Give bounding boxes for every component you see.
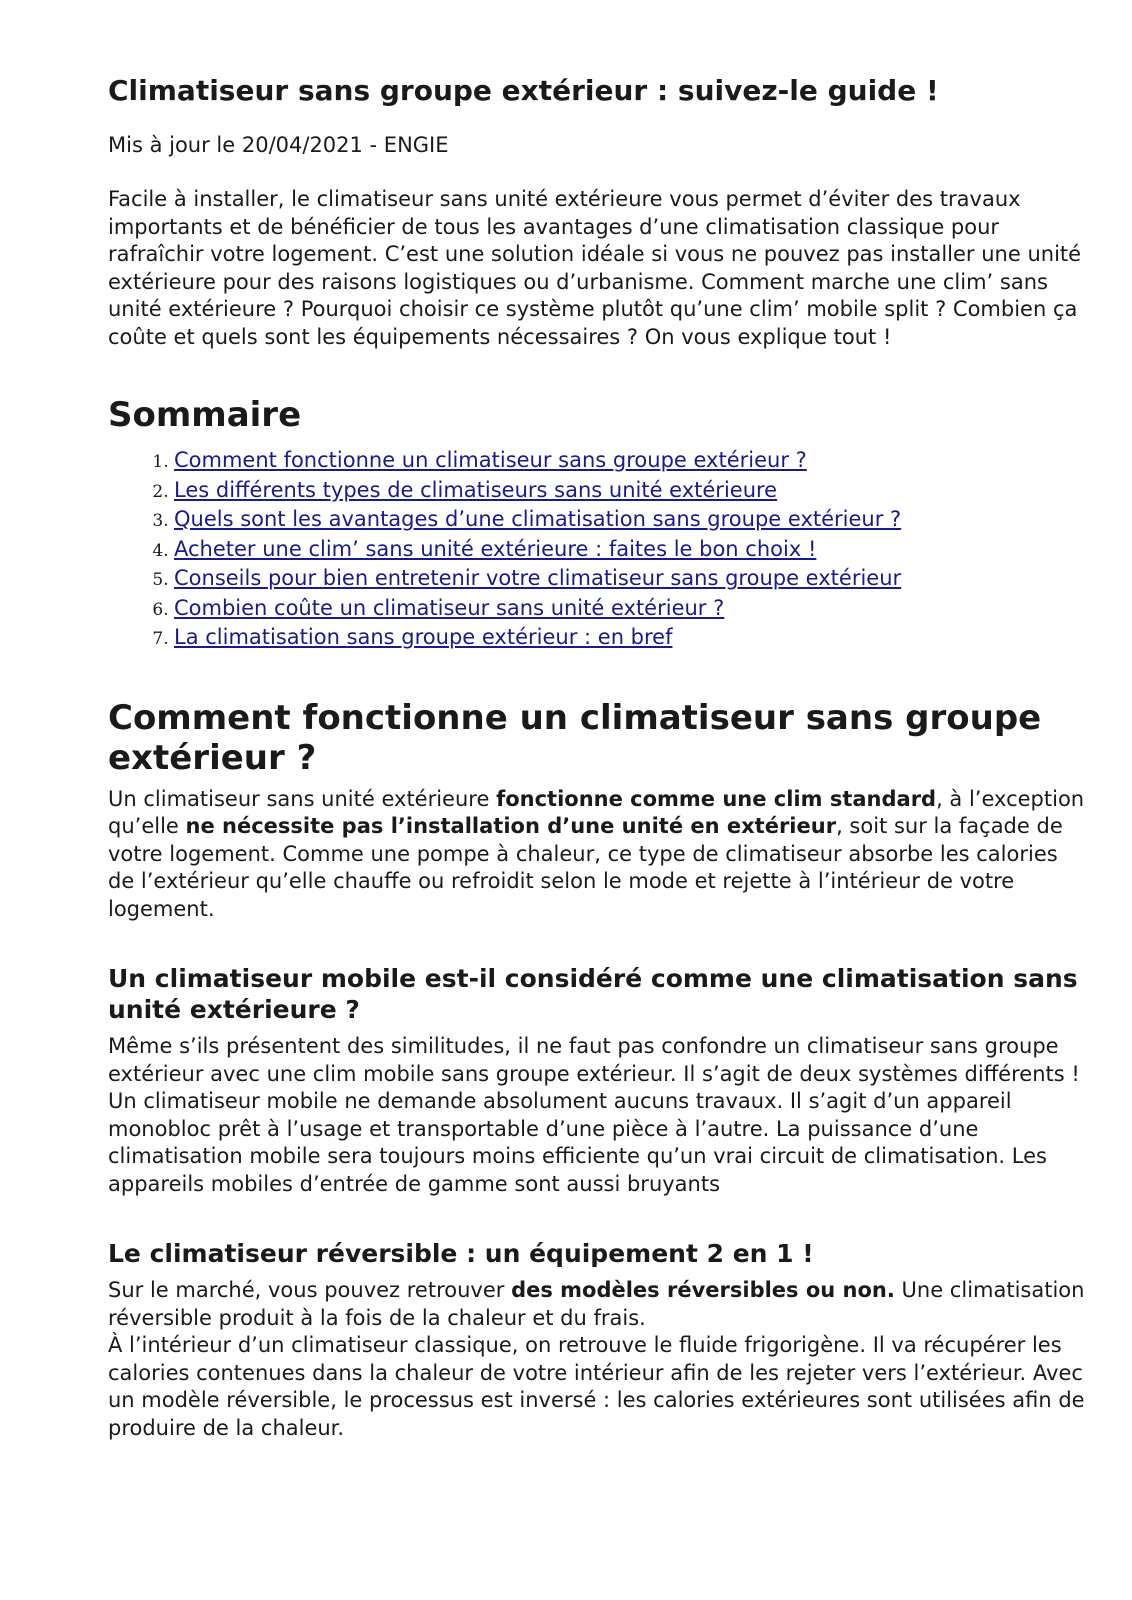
section1-text-b: , à l’exception qu’elle: [108, 786, 1085, 839]
toc-item: [174, 565, 1088, 595]
toc-item: [174, 536, 1088, 566]
toc-link-6[interactable]: Combien coûte un climatiseur sans unité extérieur ?: [174, 595, 725, 620]
update-meta: Mis à jour le 20/04/2021 - ENGIE: [108, 132, 449, 157]
toc-list: [108, 447, 1088, 654]
toc-item: [174, 624, 1088, 654]
section1-text-a: Un climatiseur sans unité extérieure: [108, 786, 497, 811]
section1-paragraph: [108, 786, 1088, 924]
toc-heading: Sommaire: [108, 395, 302, 436]
intro-paragraph: Facile à installer, le climatiseur sans unité extérieure vous permet d’éviter des travaux importants et de bénéficier de tous les avantages d’une climatisation classique pour rafraîchir votre logement. C’est une solution idéale si vous ne pouvez pas installer une unité extérieure pour des raisons logistiques ou d’urbanisme. Comment marche une clim’ sans unité extérieure ? Pourquoi choisir ce système plutôt qu’une clim’ mobile split ? Combien ça coûte et quels sont les équipements nécessaires ? On vous explique tout !: [108, 187, 1082, 349]
section1-heading: Comment fonctionne un climatiseur sans groupe extérieur ?: [108, 697, 1042, 778]
document-page: [108, 74, 1088, 1442]
toc-item: [174, 477, 1088, 507]
toc-link-7[interactable]: La climatisation sans groupe extérieur : en bref: [174, 625, 673, 650]
toc-item: [174, 595, 1088, 625]
section3-text-a: Sur le marché, vous pouvez retrouver: [108, 1278, 512, 1303]
toc-link-1[interactable]: Comment fonctionne un climatiseur sans groupe extérieur ?: [174, 448, 807, 473]
toc-link-3[interactable]: Quels sont les avantages d’une climatisation sans groupe extérieur ?: [174, 507, 902, 532]
toc-item: [174, 506, 1088, 536]
section3-bold: des modèles réversibles ou non.: [511, 1278, 895, 1303]
section3-paragraph-1: [108, 1277, 1088, 1332]
page-title: Climatiseur sans groupe extérieur : suivez-le guide !: [108, 74, 939, 107]
section1-bold-b: ne nécessite pas l’installation d’une unité en extérieur: [185, 814, 837, 839]
section2-paragraph: Même s’ils présentent des similitudes, il ne faut pas confondre un climatiseur sans groupe extérieur avec une clim mobile sans groupe extérieur. Il s’agit de deux systèmes différents ! Un climatiseur mobile ne demande absolument aucuns travaux. Il s’agit d’un appareil monobloc prêt à l’usage et transportable d’une pièce à l’autre. La puissance d’une climatisation mobile sera toujours moins efficiente qu’un vrai circuit de climatisation. Les appareils mobiles d’entrée de gamme sont aussi bruyants: [108, 1034, 1080, 1196]
section3-text-b: Une climatisation réversible produit à la fois de la chaleur et du frais.: [108, 1278, 1085, 1330]
toc-item: [174, 447, 1088, 477]
section3-heading: Le climatiseur réversible : un équipement 2 en 1 !: [108, 1239, 814, 1269]
section1-bold-a: fonctionne comme une clim standard: [496, 786, 937, 811]
toc-link-4[interactable]: Acheter une clim’ sans unité extérieure : faites le bon choix !: [174, 536, 817, 561]
section1-text-c: , soit sur la façade de votre logement. Comme une pompe à chaleur, ce type de climatiseur absorbe les calories de l’extérieur qu’elle chauffe ou refroidit selon le mode et rejette à l’intérieur de votre logement.: [108, 814, 1063, 921]
section2-heading: Un climatiseur mobile est-il considéré comme une climatisation sans unité extérieure ?: [108, 964, 1078, 1025]
toc-link-2[interactable]: Les différents types de climatiseurs sans unité extérieure: [174, 477, 778, 502]
section3-paragraph-2: À l’intérieur d’un climatiseur classique, on retrouve le fluide frigorigène. Il va récupérer les calories contenues dans la chaleur de votre intérieur afin de les rejeter vers l’extérieur. Avec un modèle réversible, le processus est inversé : les calories extérieures sont utilisées afin de produire de la chaleur.: [108, 1333, 1085, 1440]
toc-link-5[interactable]: Conseils pour bien entretenir votre climatiseur sans groupe extérieur: [174, 566, 902, 591]
